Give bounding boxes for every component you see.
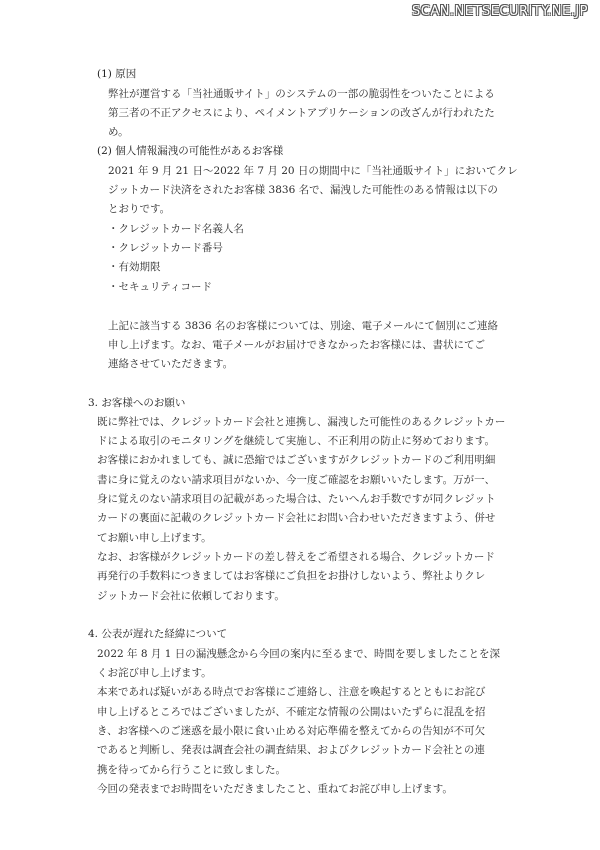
delay-line: 今回の発表までお時間をいただきましたこと、重ねてお詫び申し上げます。	[97, 783, 453, 795]
delay-heading: 4. 公表が遅れた経緯について	[88, 628, 228, 640]
cause-line: 第三者の不正アクセスにより、ペイメントアプリケーションの改ざんが行われたた	[108, 107, 495, 119]
request-line: なお、お客様がクレジットカードの差し替えをご希望される場合、クレジットカード	[97, 551, 495, 563]
leak-line: とおりです。	[108, 203, 171, 215]
delay-line: き、お客様へのご迷惑を最小限に食い止める対応準備を整えてからの告知が不可欠	[97, 725, 486, 737]
delay-line: 申し上げるところではございましたが、不確定な情報の公開はいたずらに混乱を招	[97, 706, 486, 718]
leak-item: ・クレジットカード名義人名	[108, 223, 244, 235]
leak-line: 2021 年 9 月 21 日～2022 年 7 月 20 日の期間中に「当社通販サイト」においてクレ	[108, 165, 518, 177]
request-heading: 3. お客様へのお願い	[88, 397, 186, 409]
delay-line: くお詫び申し上げます。	[97, 667, 212, 679]
leak-item: ・セキュリティコード	[108, 281, 212, 293]
request-line: 身に覚えのない請求項目の記載があった場合は、たいへんお手数ですが同クレジット	[97, 493, 496, 505]
request-line: ドによる取引のモニタリングを継続して実施し、不正利用の防止に努めております。	[97, 435, 495, 447]
request-line: 既に弊社では、クレジットカード会社と連携し、漏洩した可能性のあるクレジットカー	[97, 416, 506, 428]
request-line: ジットカード会社に依頼しております。	[97, 590, 285, 602]
watermark-text: SCAN.NETSECURITY.NE.JP	[411, 4, 588, 19]
leak-item: ・クレジットカード番号	[108, 242, 223, 254]
request-line: 書に身に覚えのない請求項目がないか、今一度ご確認をお願いいたします。万が一、	[97, 474, 496, 486]
request-line: お客様におかれましても、誠に恐縮ではございますがクレジットカードのご利用明細	[97, 454, 496, 466]
delay-line: であると判断し、発表は調査会社の調査結果、およびクレジットカード会社との連	[97, 744, 485, 756]
cause-line: 弊社が運営する「当社通販サイト」のシステムの一部の脆弱性をついたことによる	[108, 88, 495, 100]
delay-line: 本来であれば疑いがある時点でお客様にご連絡し、注意を喚起するとともにお詫び	[97, 686, 486, 698]
request-line: てお願い申し上げます。	[97, 532, 212, 544]
leak-item: ・有効期限	[108, 261, 161, 273]
request-line: 再発行の手数料につきましてはお客様にご負担をお掛けしないよう、弊社よりクレ	[97, 570, 486, 582]
leak-note-line: 上記に該当する 3836 名のお客様については、別途、電子メールにて個別にご連絡	[108, 320, 498, 332]
delay-line: 携を待ってから行うことに致しました。	[97, 764, 286, 776]
cause-heading: (1) 原因	[97, 68, 137, 80]
leak-note-line: 申し上げます。なお、電子メールがお届けできなかったお客様には、書状にてご	[108, 339, 485, 351]
delay-line: 2022 年 8 月 1 日の漏洩懸念から今回の案内に至るまで、時間を要しましたことを深	[97, 648, 501, 660]
leak-line: ジットカード決済をされたお客様 3836 名で、漏洩した可能性のある情報は以下の	[108, 184, 498, 196]
cause-line: め。	[108, 126, 129, 138]
request-line: カードの裏面に記載のクレジットカード会社にお問い合わせいただきますよう、併せ	[97, 512, 496, 524]
leak-note-line: 連絡させていただきます。	[108, 358, 234, 370]
leak-heading: (2) 個人情報漏洩の可能性があるお客様	[97, 145, 284, 157]
